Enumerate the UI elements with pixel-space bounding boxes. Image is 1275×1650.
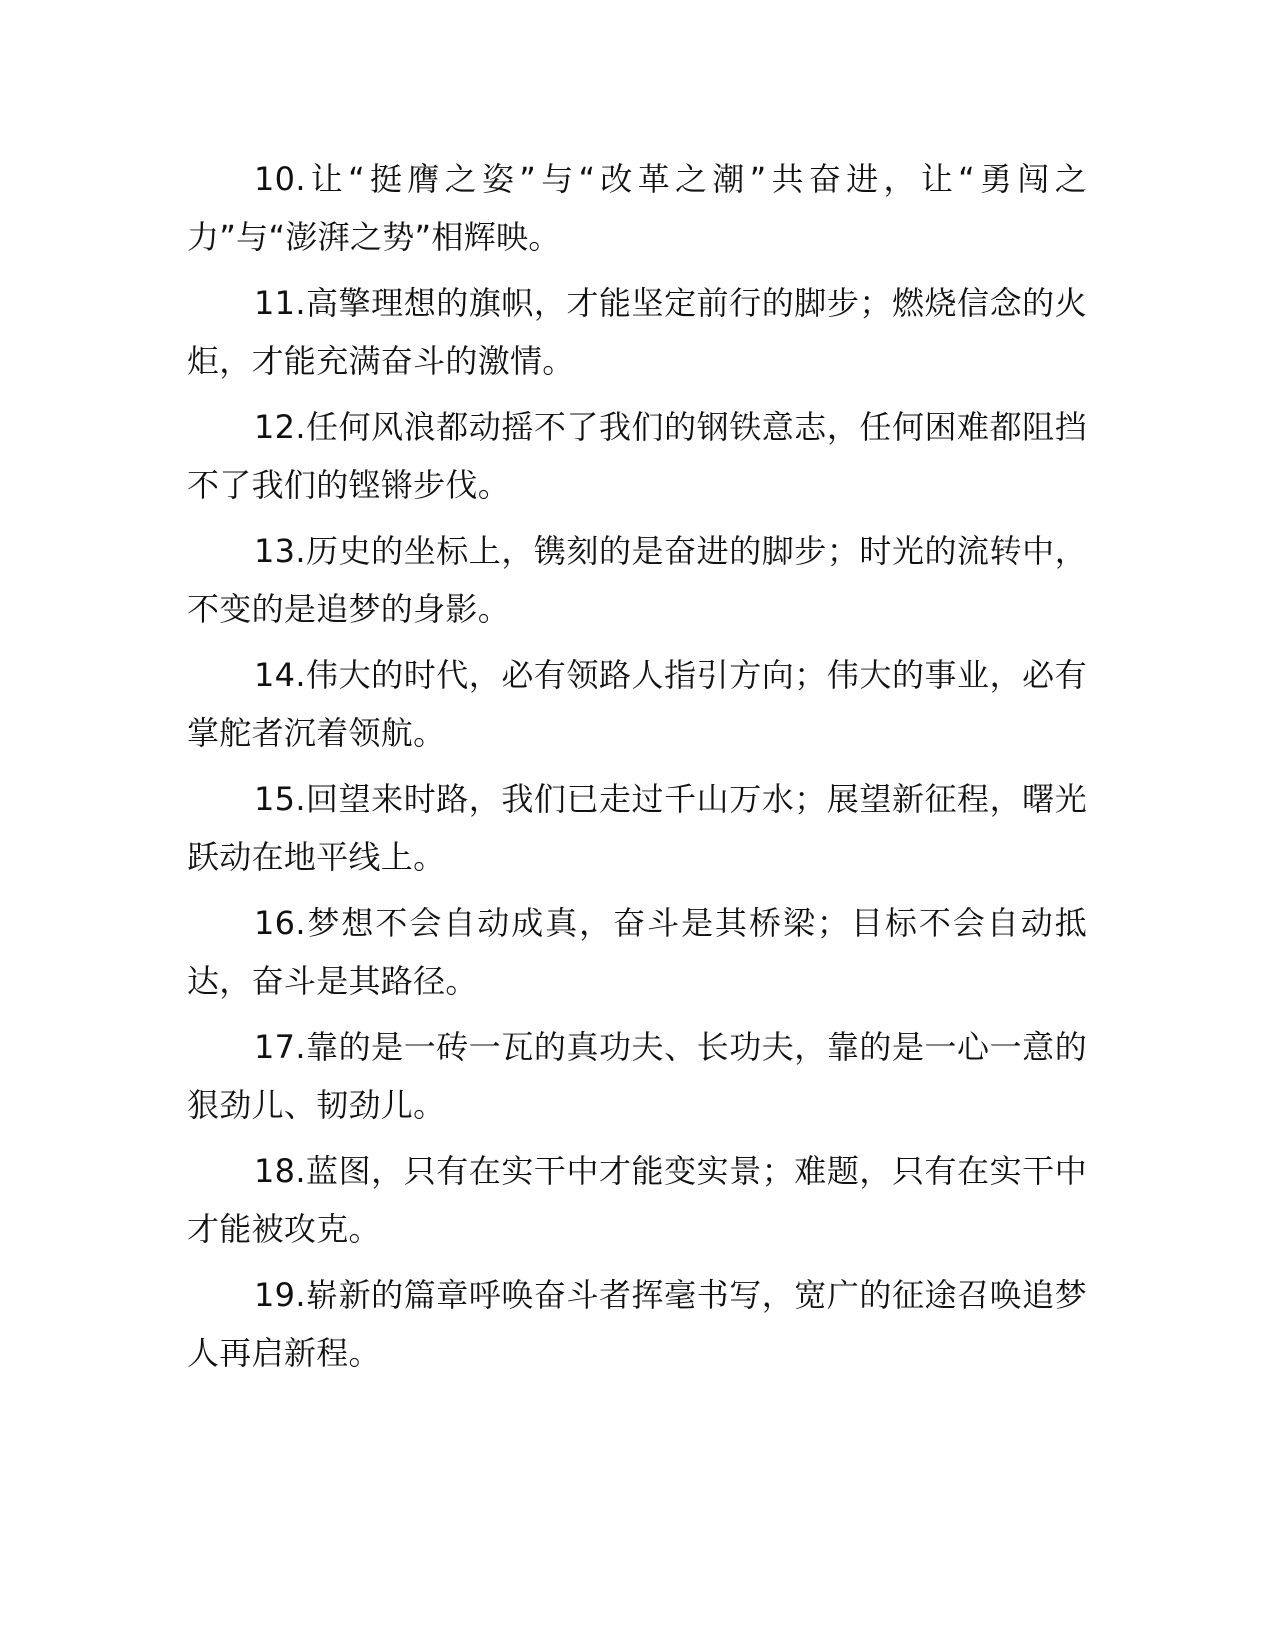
- paragraph-16: 16.梦想不会自动成真，奋斗是其桥梁；目标不会自动抵达，奋斗是其路径。: [187, 904, 1087, 1000]
- paragraph-11: 11.高擎理想的旗帜，才能坚定前行的脚步；燃烧信念的火炬，才能充满奋斗的激情。: [187, 284, 1087, 380]
- paragraph-15: 15.回望来时路，我们已走过千山万水；展望新征程，曙光跃动在地平线上。: [187, 780, 1087, 876]
- paragraph-14: 14.伟大的时代，必有领路人指引方向；伟大的事业，必有掌舵者沉着领航。: [187, 656, 1087, 752]
- paragraph-18: 18.蓝图，只有在实干中才能变实景；难题，只有在实干中才能被攻克。: [187, 1152, 1087, 1248]
- paragraph-12: 12.任何风浪都动摇不了我们的钢铁意志，任何困难都阻挡不了我们的铿锵步伐。: [187, 408, 1087, 504]
- paragraph-17: 17.靠的是一砖一瓦的真功夫、长功夫，靠的是一心一意的狠劲儿、韧劲儿。: [187, 1028, 1087, 1124]
- paragraph-10: 10.让“挺膺之姿”与“改革之潮”共奋进，让“勇闯之力”与“澎湃之势”相辉映。: [187, 160, 1087, 256]
- paragraph-19: 19.崭新的篇章呼唤奋斗者挥毫书写，宽广的征途召唤追梦人再启新程。: [187, 1276, 1087, 1372]
- document-body: [187, 150, 1087, 1390]
- paragraph-13: 13.历史的坐标上，镌刻的是奋进的脚步；时光的流转中，不变的是追梦的身影。: [187, 532, 1087, 628]
